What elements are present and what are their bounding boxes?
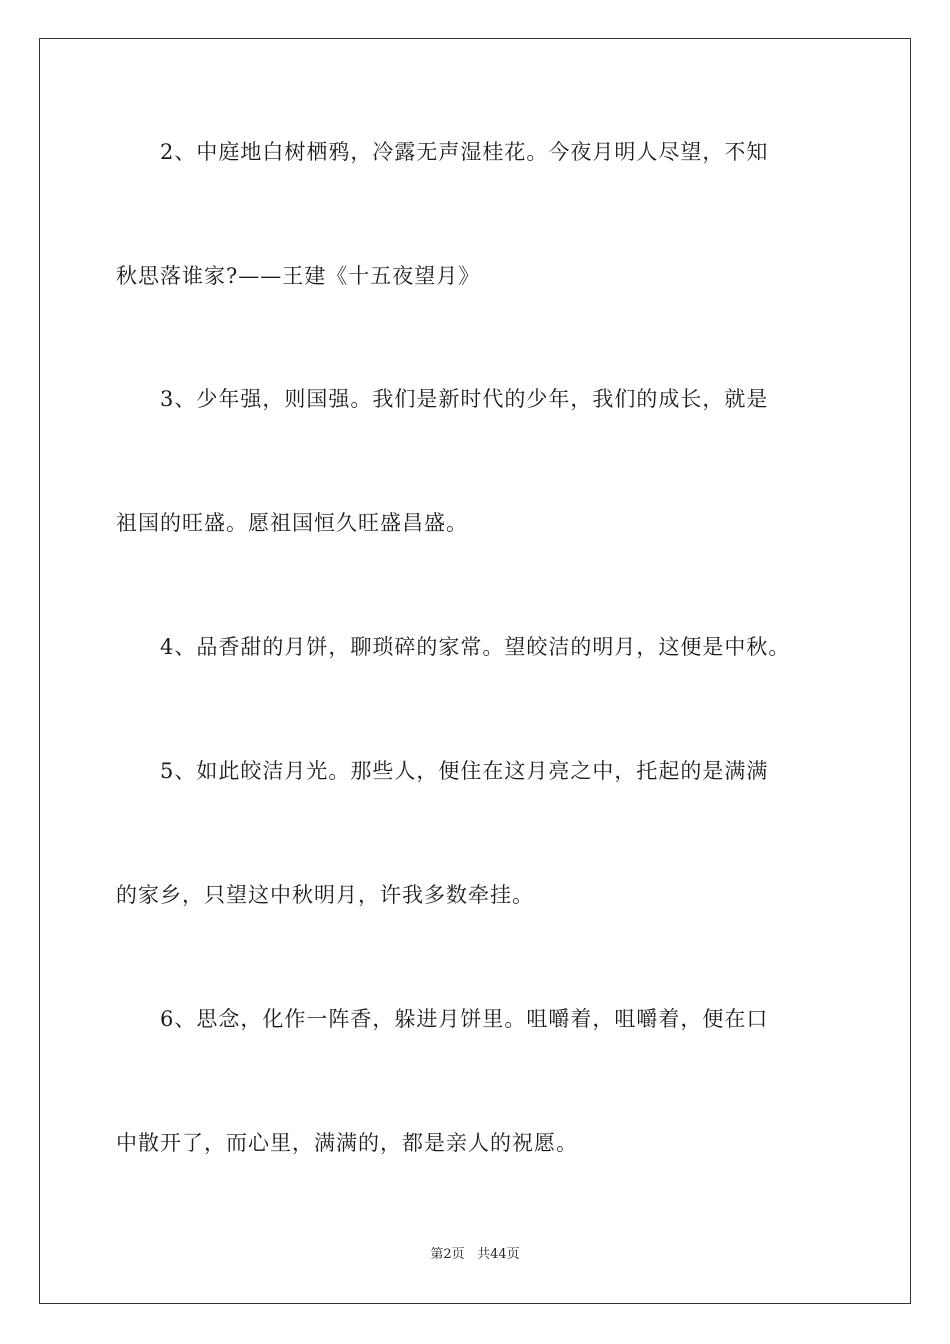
page-footer [0,1246,950,1264]
total-pages: 共44页 [477,1247,520,1262]
paragraph-5-line-2: 的家乡，只望这中秋明月，许我多数牵挂。 [116,883,534,907]
paragraph-3-line-1: 3、少年强，则国强。我们是新时代的少年，我们的成长，就是 [160,387,769,411]
paragraph-5-line-1: 5、如此皎洁月光。那些人，便住在这月亮之中，托起的是满满 [160,759,769,783]
page-number: 第2页 [430,1247,465,1262]
page-border [39,38,911,1304]
paragraph-2-line-2: 秋思落谁家?——王建《十五夜望月》 [116,264,481,288]
paragraph-2-line-1: 2、中庭地白树栖鸦，冷露无声湿桂花。今夜月明人尽望，不知 [160,140,769,164]
paragraph-6-line-2: 中散开了，而心里，满满的，都是亲人的祝愿。 [116,1131,578,1155]
paragraph-4-line-1: 4、品香甜的月饼，聊琐碎的家常。望皎洁的明月，这便是中秋。 [160,635,791,659]
paragraph-3-line-2: 祖国的旺盛。愿祖国恒久旺盛昌盛。 [116,511,468,535]
paragraph-6-line-1: 6、思念，化作一阵香，躲进月饼里。咀嚼着，咀嚼着，便在口 [160,1007,769,1031]
